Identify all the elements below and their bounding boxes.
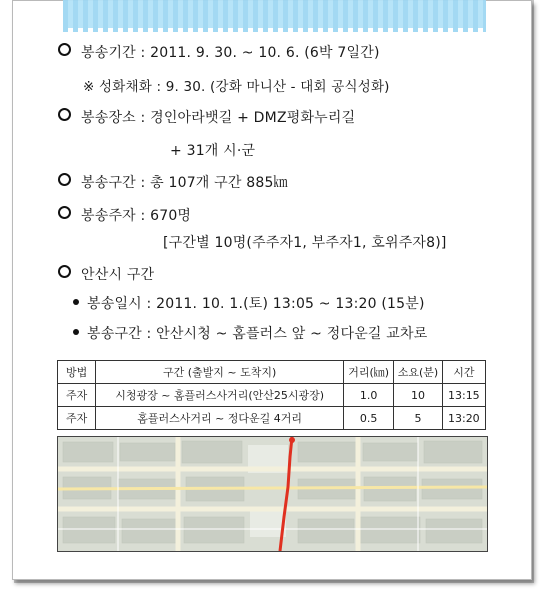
cell-duration: 5 [394, 407, 442, 430]
dot-bullet-icon [73, 329, 79, 335]
runners-detail-line: [구간별 10명(주주자1, 부주자1, 호위주자8)] [163, 235, 447, 251]
cell-method: 주자 [58, 384, 96, 407]
table-row [58, 384, 486, 407]
circle-bullet-icon [58, 265, 71, 278]
section-line: 봉송구간 : 총 107개 구간 885㎞ [58, 172, 288, 192]
cell-distance: 1.0 [344, 384, 394, 407]
route-map [57, 436, 488, 552]
table-row [58, 407, 486, 430]
circle-bullet-icon [58, 108, 71, 121]
header-section: 구간 (출발지 ~ 도착지) [96, 361, 344, 384]
flame-lighting-line: ※ 성화채화 : 9. 30. (강화 마니산 - 대회 공식성화) [83, 79, 390, 95]
cell-method: 주자 [58, 407, 96, 430]
map-image [58, 437, 487, 551]
header-duration: 소요(분) [394, 361, 442, 384]
circle-bullet-icon [58, 206, 71, 219]
header-distance: 거리(㎞) [344, 361, 394, 384]
tape-strip [63, 0, 486, 28]
venue-extra-line: + 31개 시·군 [170, 143, 256, 159]
header-time: 시간 [442, 361, 485, 384]
cell-section: 홈플러스사거리 ~ 정다운길 4거리 [96, 407, 344, 430]
cell-time: 13:20 [442, 407, 485, 430]
route-table [57, 360, 486, 430]
cell-section: 시청광장 ~ 홈플러스사거리(안산25시광장) [96, 384, 344, 407]
ansan-title-line: 안산시 구간 [58, 264, 154, 284]
circle-bullet-icon [58, 173, 71, 186]
cell-distance: 0.5 [344, 407, 394, 430]
ansan-route-line: 봉송구간 : 안산시청 ~ 홈플러스 앞 ~ 정다운길 교차로 [73, 323, 427, 343]
circle-bullet-icon [58, 43, 71, 56]
header-method: 방법 [58, 361, 96, 384]
venue-line: 봉송장소 : 경인아라뱃길 + DMZ평화누리길 [58, 107, 355, 127]
table-header-row [58, 361, 486, 384]
period-line: 봉송기간 : 2011. 9. 30. ~ 10. 6. (6박 7일간) [58, 42, 380, 62]
dot-bullet-icon [73, 299, 79, 305]
cell-duration: 10 [394, 384, 442, 407]
runners-line: 봉송주자 : 670명 [58, 205, 191, 225]
cell-time: 13:15 [442, 384, 485, 407]
ansan-date-line: 봉송일시 : 2011. 10. 1.(토) 13:05 ~ 13:20 (15분) [73, 293, 425, 313]
